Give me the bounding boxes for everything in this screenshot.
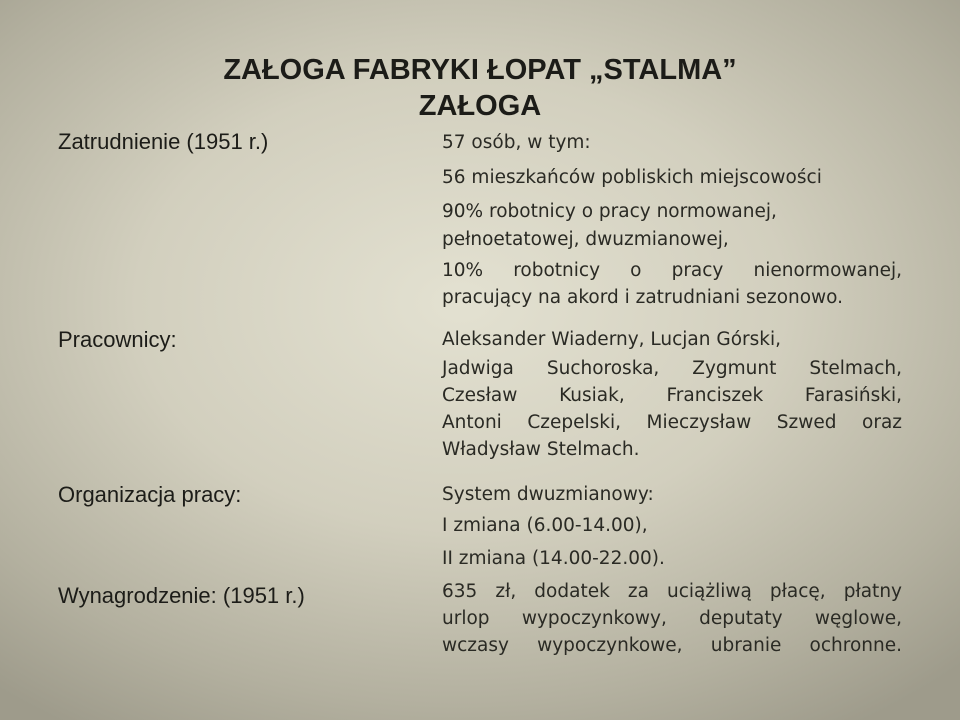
employment-line: pełnoetatowej, dwuzmianowej, [442,229,729,250]
workers-line: Jadwiga Suchoroska, Zygmunt Stelmach, [442,358,902,379]
workers-line: Władysław Stelmach. [442,439,640,460]
slide-subtitle: ZAŁOGA [418,90,542,122]
label-employment: Zatrudnienie (1951 r.) [58,129,269,154]
employment-line: 90% robotnicy o pracy normowanej, [442,201,777,222]
employment-line: 56 mieszkańców pobliskich miejscowości [442,167,822,188]
salary-line: urlop wypoczynkowy, deputaty węglowe, [442,608,902,629]
organization-line: II zmiana (14.00-22.00). [442,548,665,569]
label-workers: Pracownicy: [58,327,177,352]
employment-line: 10% robotnicy o pracy nienormowanej, [442,260,902,281]
salary-line: wczasy wypoczynkowe, ubranie ochronne. [442,635,902,656]
slide-title: ZAŁOGA FABRYKI ŁOPAT „STALMA” [223,54,737,86]
organization-line: System dwuzmianowy: [442,484,654,505]
organization-line: I zmiana (6.00-14.00), [442,515,648,536]
workers-line: Czesław Kusiak, Franciszek Farasiński, [442,385,902,406]
workers-line: Aleksander Wiaderny, Lucjan Górski, [442,329,781,350]
label-organization: Organizacja pracy: [58,482,242,507]
label-salary: Wynagrodzenie: (1951 r.) [58,583,305,608]
employment-line: 57 osób, w tym: [442,132,591,153]
employment-line: pracujący na akord i zatrudniani sezonowo. [442,287,844,308]
salary-line: 635 zł, dodatek za uciążliwą płacę, płatny [442,581,902,602]
workers-line: Antoni Czepelski, Mieczysław Szwed oraz [442,412,902,433]
